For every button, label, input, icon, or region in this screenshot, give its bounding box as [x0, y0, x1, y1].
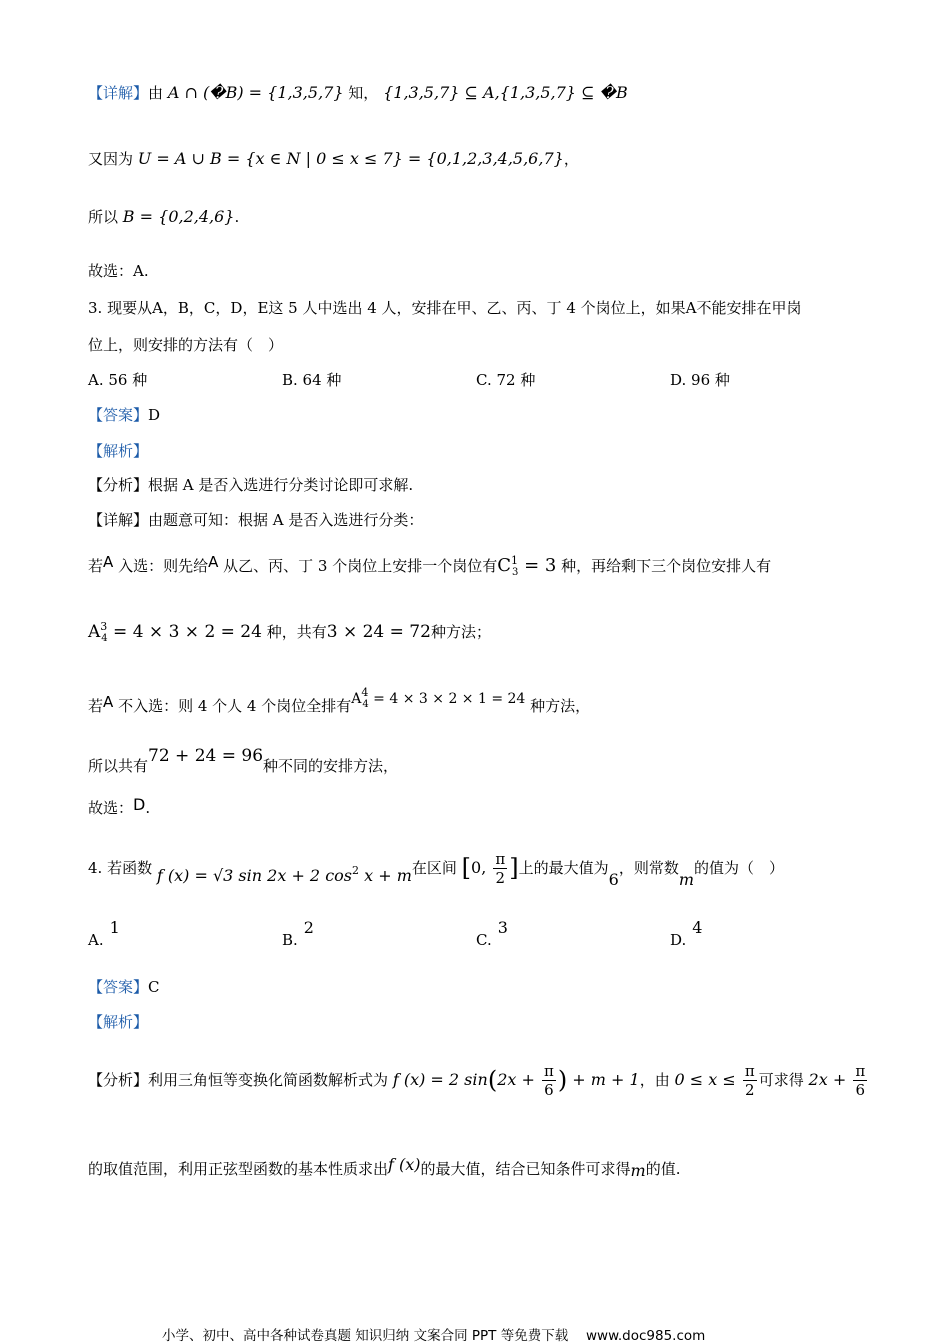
q3-fenxi-line: 【分析】根据 A 是否入选进行分类讨论即可求解. [88, 476, 414, 494]
q4-option-b: B.2 [282, 918, 314, 949]
math-expr: $A^4_4 = 4 \times 3 \times 2 \times 1 = 24$ [351, 686, 526, 710]
math-expr: [0, $\frac{\pi}{2}$ ] [461, 850, 519, 887]
math-expr: 0 ≤ x ≤ $\frac{\pi}{2}$ [674, 1062, 755, 1099]
q3-case1-calc-line: $A^3_4 = 4 \times 3 \times 2 = 24$ 种，共有3 × 24 = 72种方法； [88, 620, 491, 644]
q4-option-c: C.3 [476, 918, 508, 949]
q3-case2-line: 若A 不入选：则 4 个人 4 个岗位全排有$A^4_4 = 4 \times 3 \times 2 \times 1 = 24$ 种方法， [88, 686, 591, 715]
q4-stem-line: 4. 若函数 f (x) = √3 sin 2x + 2 $\cos^2 x + m$在区间 [0, $\frac{\pi}{2}$ ]上的最大值为6，则常数m的值为（ ） [88, 850, 785, 889]
q3-stem-line1: 3. 现要从A，B，C，D，E这 5 人中选出 4 人，安排在甲、乙、丙、丁 4 个岗位上，如果A不能安排在甲岗 [88, 299, 802, 317]
q3-option-b: B. 64 种 [282, 371, 342, 389]
q2-choice: 故选：A. [88, 262, 149, 280]
math-expr: U = A ∪ B = {x ∈ N | 0 ≤ x ≤ 7} = {0,1,2,3,4,5,6,7} [137, 149, 564, 168]
q4-option-d: D.4 [670, 918, 703, 949]
answer-label: 【答案】 [88, 978, 149, 996]
math-expr: 72 + 24 = 96 [148, 746, 264, 766]
math-expr: f (x) [388, 1155, 421, 1174]
math-expr: A ∩ (�B) = {1,3,5,7} [167, 83, 344, 102]
q2-result-line: 所以 B = {0,2,4,6}. [88, 207, 240, 226]
q4-option-a: A.1 [88, 918, 120, 949]
q3-case1-line: 若A 入选：则先给A 从乙、丙、丁 3 个岗位上安排一个岗位有$C^1_3 = 3$ 种，再给剩下三个岗位安排人有 [88, 553, 772, 578]
q3-option-d: D. 96 种 [670, 371, 730, 389]
math-expr: $A^3_4 = 4 \times 3 \times 2 = 24$ [88, 620, 262, 644]
math-expr: f (x) = 2 sin(2x + $\frac{\pi}{6}$ ) + m + 1 [392, 1062, 640, 1099]
q3-detail-line: 【详解】由题意可知：根据 A 是否入选进行分类： [88, 511, 424, 529]
q3-stem-line2: 位上，则安排的方法有（ ） [88, 336, 284, 354]
detail-label: 【详解】 [88, 84, 149, 102]
q3-option-a: A. 56 种 [88, 371, 148, 389]
answer-value: D [148, 406, 161, 424]
math-expr: f (x) = √3 sin 2x + 2 $\cos^2 x + m$ [156, 864, 412, 885]
fenxi-label: 【分析】 [88, 1071, 149, 1089]
fenxi-label: 【分析】 [88, 476, 149, 494]
q3-choice-line: 故选：D. [88, 795, 151, 817]
q3-analysis-label: 【解析】 [88, 442, 149, 460]
math-expr: 3 × 24 = 72 [326, 622, 431, 642]
q4-answer-line [88, 976, 160, 997]
q2-detail-line: 【详解】由 A ∩ (�B) = {1,3,5,7} 知， {1,3,5,7} ⊆ A,{1,3,5,7} ⊆ �B [88, 83, 628, 102]
math-expr: $C^1_3 = 3$ [497, 554, 557, 578]
page-footer: 小学、初中、高中各种试卷真题 知识归纳 文案合同 PPT 等免费下载 www.doc985.com [162, 1328, 706, 1344]
answer-value: C [148, 978, 160, 996]
q2-union-line: 又因为 U = A ∪ B = {x ∈ N | 0 ≤ x ≤ 7} = {0,1,2,3,4,5,6,7}， [88, 149, 579, 168]
q3-total-line: 所以共有72 + 24 = 96种不同的安排方法， [88, 746, 399, 775]
q3-option-c: C. 72 种 [476, 371, 536, 389]
q4-analysis-label: 【解析】 [88, 1013, 149, 1031]
q4-fenxi-line: 【分析】利用三角恒等变换化简函数解析式为 f (x) = 2 sin(2x + $\frac{\pi}{6}$ ) + m + 1，由 0 ≤ x ≤ $\frac{\pi}{2}$ 可求得 2x + $\frac{\pi}{6}$ [88, 1062, 869, 1099]
q3-answer-line [88, 404, 160, 425]
math-expr: {1,3,5,7} ⊆ A,{1,3,5,7} ⊆ �B [383, 83, 628, 102]
math-expr: 2x + $\frac{\pi}{6}$ [808, 1062, 866, 1099]
math-expr: B = {0,2,4,6} [122, 207, 235, 226]
q4-fenxi-line2: 的取值范围，利用正弦型函数的基本性质求出f (x)的最大值，结合已知条件可求得m的值. [88, 1155, 681, 1180]
answer-label: 【答案】 [88, 406, 149, 424]
detail-label: 【详解】 [88, 511, 149, 529]
